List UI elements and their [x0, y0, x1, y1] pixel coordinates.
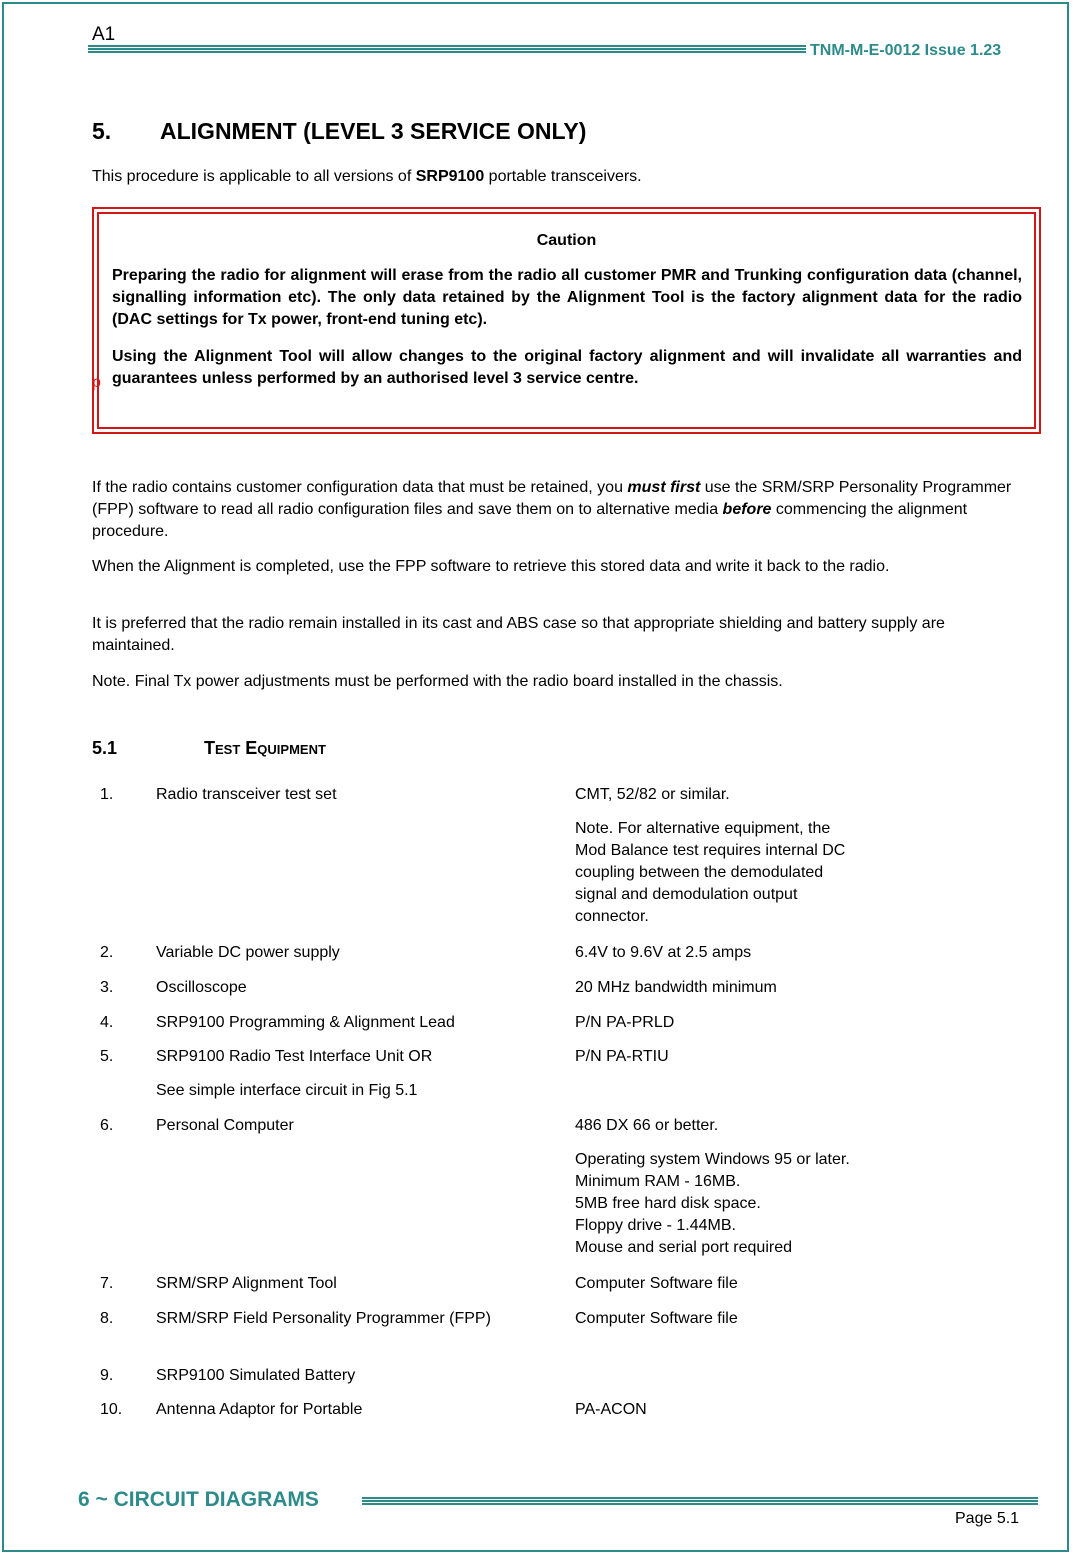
equipment-note-line: Mod Balance test requires internal DC	[575, 842, 846, 859]
equipment-item: SRM/SRP Field Personality Programmer (FPP)	[156, 1310, 491, 1327]
intro-post: portable transceivers.	[484, 168, 642, 185]
equipment-value: CMT, 52/82 or similar.	[575, 786, 730, 803]
p1-e: commencing the alignment procedure.	[92, 501, 968, 540]
stray-character: p	[92, 374, 101, 391]
equipment-note-line: coupling between the demodulated	[575, 864, 824, 881]
equipment-number: 8.	[100, 1310, 114, 1327]
equipment-value: P/N PA-RTIU	[575, 1048, 669, 1065]
equipment-note-line: Mouse and serial port required	[575, 1239, 793, 1256]
corner-label: A1	[92, 24, 116, 45]
caution-title: Caution	[536, 232, 597, 249]
header-rule	[88, 45, 806, 53]
equipment-number: 2.	[100, 944, 114, 961]
equipment-number: 9.	[100, 1367, 114, 1384]
equipment-subnote: See simple interface circuit in Fig 5.1	[156, 1082, 418, 1099]
equipment-number: 3.	[100, 979, 114, 996]
footer-rule	[362, 1497, 1038, 1505]
equipment-value: 20 MHz bandwidth minimum	[575, 979, 777, 996]
intro-text	[92, 168, 642, 186]
p1-c: use the SRM/SRP Personality Programmer (FPP) software to read all radio configuration files and save them on to alternative media	[92, 479, 1012, 518]
equipment-number: 4.	[100, 1014, 114, 1031]
body-paragraph-4: Note. Final Tx power adjustments must be performed with the radio board installed in the chassis.	[92, 673, 783, 690]
equipment-value: 6.4V to 9.6V at 2.5 amps	[575, 944, 752, 961]
footer-title: 6 ~ CIRCUIT DIAGRAMS	[78, 1488, 319, 1511]
document-id: TNM-M-E-0012 Issue 1.23	[810, 42, 1002, 59]
caution-paragraph-1: Preparing the radio for alignment will erase from the radio all customer PMR and Trunking configuration data (channel, signalling information etc). The only data retained by the Alignment Tool is the factory alignment data for the radio (DAC settings for Tx power, front-end tuning etc).	[112, 267, 1022, 328]
equipment-item: Radio transceiver test set	[156, 786, 337, 803]
page-number: Page 5.1	[955, 1510, 1020, 1527]
section-title: ALIGNMENT (LEVEL 3 SERVICE ONLY)	[160, 118, 587, 144]
equipment-item: Variable DC power supply	[156, 944, 340, 961]
body-paragraph-3: It is preferred that the radio remain installed in its cast and ABS case so that appropriate shielding and battery supply are maintained.	[92, 615, 945, 654]
equipment-item: SRP9100 Radio Test Interface Unit OR	[156, 1048, 433, 1065]
equipment-item: SRP9100 Programming & Alignment Lead	[156, 1014, 455, 1031]
section-heading	[92, 118, 586, 145]
equipment-item: Personal Computer	[156, 1117, 294, 1134]
intro-model: SRP9100	[415, 168, 485, 185]
equipment-item: SRM/SRP Alignment Tool	[156, 1275, 337, 1292]
equipment-note-line: 5MB free hard disk space.	[575, 1195, 761, 1212]
subsection-heading	[92, 738, 326, 759]
equipment-number: 10.	[100, 1401, 123, 1418]
equipment-note-line: connector.	[575, 908, 649, 925]
body-paragraph-2: When the Alignment is completed, use the FPP software to retrieve this stored data and write it back to the radio.	[92, 558, 890, 575]
equipment-note-line: Operating system Windows 95 or later.	[575, 1151, 850, 1168]
equipment-value: Computer Software file	[575, 1275, 738, 1292]
equipment-item: Antenna Adaptor for Portable	[156, 1401, 363, 1418]
equipment-number: 5.	[100, 1048, 114, 1065]
equipment-item: Oscilloscope	[156, 979, 247, 996]
intro-pre: This procedure is applicable to all versions of	[92, 168, 416, 185]
p1-must-first: must first	[627, 479, 701, 496]
equipment-value: Computer Software file	[575, 1310, 738, 1327]
equipment-number: 6.	[100, 1117, 114, 1134]
p1-a: If the radio contains customer configuration data that must be retained, you	[92, 479, 628, 496]
equipment-note-line: Floppy drive - 1.44MB.	[575, 1217, 736, 1234]
equipment-note-line: signal and demodulation output	[575, 886, 798, 903]
equipment-item: SRP9100 Simulated Battery	[156, 1367, 356, 1384]
equipment-note-line: Minimum RAM - 16MB.	[575, 1173, 741, 1190]
subsection-number: 5.1	[92, 738, 118, 758]
equipment-number: 7.	[100, 1275, 114, 1292]
subsection-title: Test Equipment	[204, 738, 326, 758]
equipment-value: 486 DX 66 or better.	[575, 1117, 719, 1134]
p1-before: before	[722, 501, 772, 518]
section-number: 5.	[92, 118, 112, 144]
caution-paragraph-2: Using the Alignment Tool will allow changes to the original factory alignment and will invalidate all warranties and guarantees unless performed by an authorised level 3 service centre.	[112, 348, 1022, 387]
equipment-number: 1.	[100, 786, 114, 803]
body-paragraph-1	[92, 477, 1032, 543]
equipment-note-line: Note. For alternative equipment, the	[575, 820, 831, 837]
equipment-value: P/N PA-PRLD	[575, 1014, 675, 1031]
equipment-value: PA-ACON	[575, 1401, 647, 1418]
